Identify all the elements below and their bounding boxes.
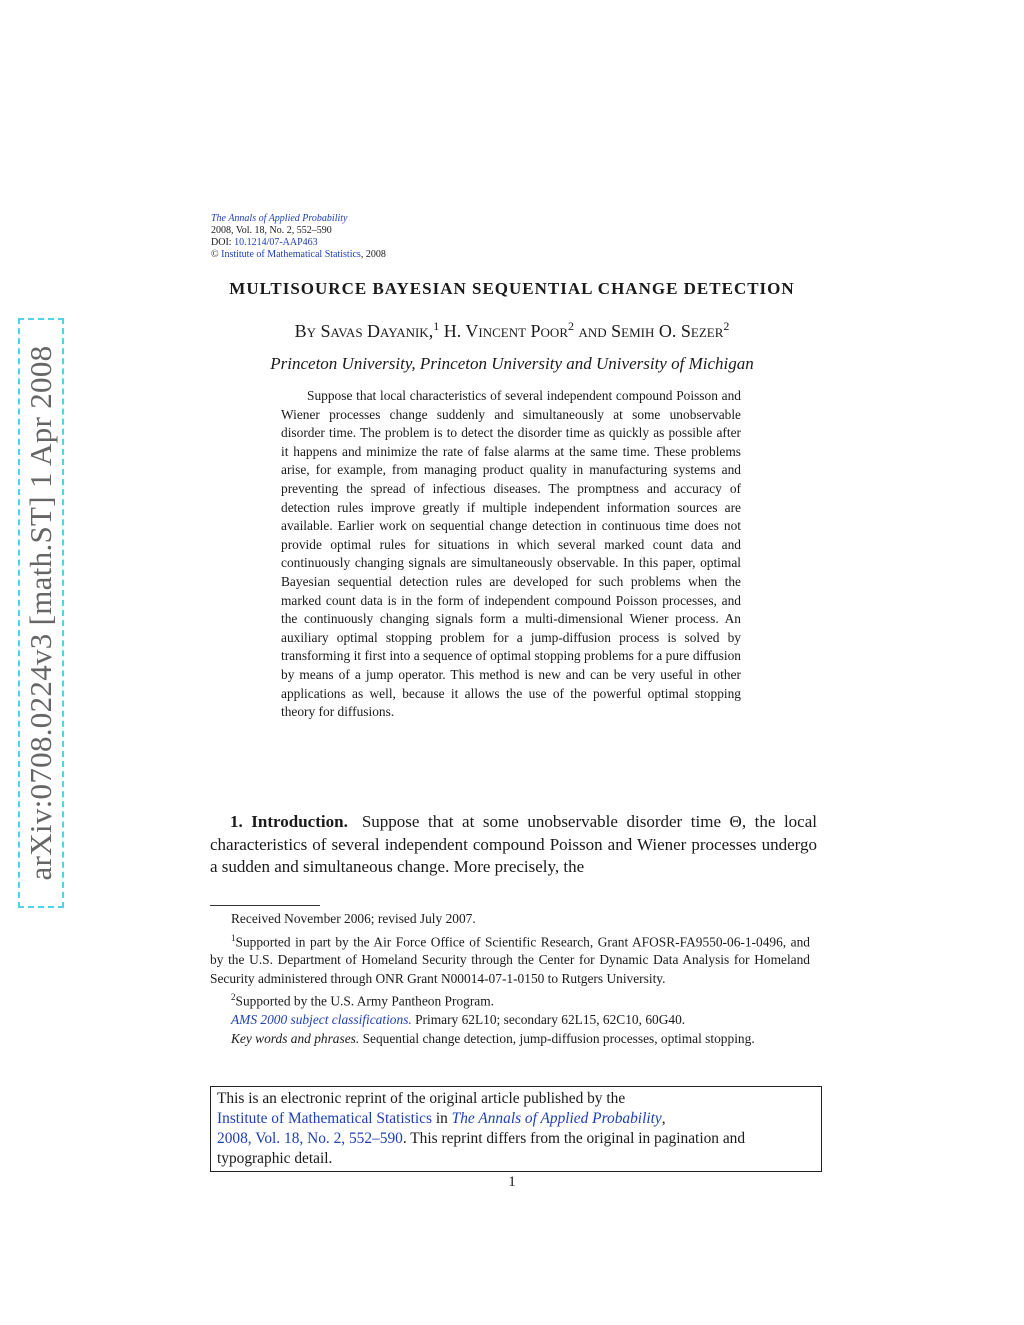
citation-link[interactable]: 2008, Vol. 18, No. 2, 552–590 — [217, 1130, 403, 1147]
footnote-mark: 2 — [723, 319, 730, 333]
volume-line: 2008, Vol. 18, No. 2, 552–590 — [211, 225, 332, 236]
keywords-text: Sequential change detection, jump-diffusion processes, optimal stopping. — [359, 1030, 755, 1046]
footnote-mark: 1 — [433, 319, 440, 333]
and-label: and — [578, 321, 607, 341]
keywords-label: Key words and phrases. — [231, 1030, 360, 1046]
ams-link[interactable]: AMS 2000 subject classifications. — [231, 1012, 412, 1028]
journal-name-link[interactable]: The Annals of Applied Probability — [211, 213, 348, 224]
author-name: Semih O. Sezer — [611, 321, 724, 341]
footnote-text: Supported by the U.S. Army Pantheon Program. — [235, 993, 494, 1009]
section-heading: 1. Introduction. — [230, 812, 348, 831]
reprint-comma: , — [661, 1110, 666, 1127]
copyright-year: , 2008 — [360, 249, 386, 260]
reprint-rest: . This reprint differs from the original in pagination and typographic detail. — [217, 1130, 746, 1167]
introduction-paragraph — [210, 811, 817, 879]
journal-header — [211, 213, 386, 261]
ams-text: Primary 62L10; secondary 62L15, 62C10, 60G40. — [411, 1012, 686, 1028]
footnote-2 — [210, 988, 810, 1011]
footnote-1 — [210, 929, 810, 989]
publisher-link[interactable]: Institute of Mathematical Statistics — [221, 249, 361, 260]
doi-label: DOI: — [211, 237, 232, 248]
arxiv-stamp-text: arXiv:0708.0224v3 [math.ST] 1 Apr 2008 — [23, 345, 58, 881]
author-line — [0, 319, 1024, 342]
paper-title: MULTISOURCE BAYESIAN SEQUENTIAL CHANGE DETECTION — [229, 279, 795, 298]
copyright-icon: © — [211, 249, 219, 260]
reprint-line1: This is an electronic reprint of the original article published by the — [217, 1090, 626, 1107]
affiliations: Princeton University, Princeton University and University of Michigan — [270, 354, 754, 373]
keywords — [210, 1030, 810, 1049]
abstract: Suppose that local characteristics of several independent compound Poisson and Wiener processes change suddenly and simultaneously at some unobservable disorder time. The problem is to detect the disorder time as quickly as possible after it happens and minimize the rate of false alarms at the same time. These problems arise, for example, from managing product quality in manufacturing systems and preventing the spread of infectious diseases. The promptness and accuracy of detection rules improve greatly if multiple independent information sources are available. Earlier work on sequential change detection in continuous time does not provide optimal rules for situations in which several marked count data and continuously changing signals are simultaneously observable. In this paper, optimal Bayesian sequential detection rules are developed for such problems when the marked count data is in the form of independent compound Poisson processes, and the continuously changing signals form a multi-dimensional Wiener process. An auxiliary optimal stopping problem for a jump-diffusion process is solved by transforming it first into a sequence of optimal stopping problems for a pure diffusion by means of a jump operator. This method is new and can be very useful in other applications as well, because it allows the use of the powerful optimal stopping theory for diffusions. — [281, 388, 741, 720]
introduction-text: Suppose that at some unobservable disorder time Θ, the local characteristics of several independent compound Poisson and Wiener processes undergo a sudden and simultaneous change. More precisely, the — [210, 812, 817, 876]
institute-link[interactable]: Institute of Mathematical Statistics — [217, 1110, 432, 1127]
footnote-mark: 2 — [231, 992, 236, 1003]
footnote-rule — [210, 905, 320, 906]
author-name: H. Vincent Poor — [443, 321, 568, 341]
received-note: Received November 2006; revised July 2007. — [231, 911, 476, 926]
ams-classification — [210, 1011, 810, 1030]
footnote-text: Supported in part by the Air Force Office of Scientific Research, Grant AFOSR-FA9550-06-1-0496, and by the U.S. Department of Homeland Security through the Center for Dynamic Data Analysis for Homeland Security administered through ONR Grant N00014-07-1-0150 to Rutgers University. — [210, 933, 810, 986]
footnote-mark: 2 — [568, 319, 574, 333]
by-label: By — [294, 321, 316, 341]
footnotes — [210, 910, 810, 1048]
reprint-notice — [210, 1086, 822, 1172]
page-number: 1 — [508, 1174, 516, 1190]
arxiv-stamp[interactable] — [18, 318, 64, 908]
doi-link[interactable]: 10.1214/07-AAP463 — [234, 237, 318, 248]
author-name: Savas Dayanik, — [320, 321, 434, 341]
footnote-mark: 1 — [231, 932, 236, 943]
reprint-in: in — [432, 1110, 452, 1127]
journal-link[interactable]: The Annals of Applied Probability — [451, 1110, 662, 1127]
